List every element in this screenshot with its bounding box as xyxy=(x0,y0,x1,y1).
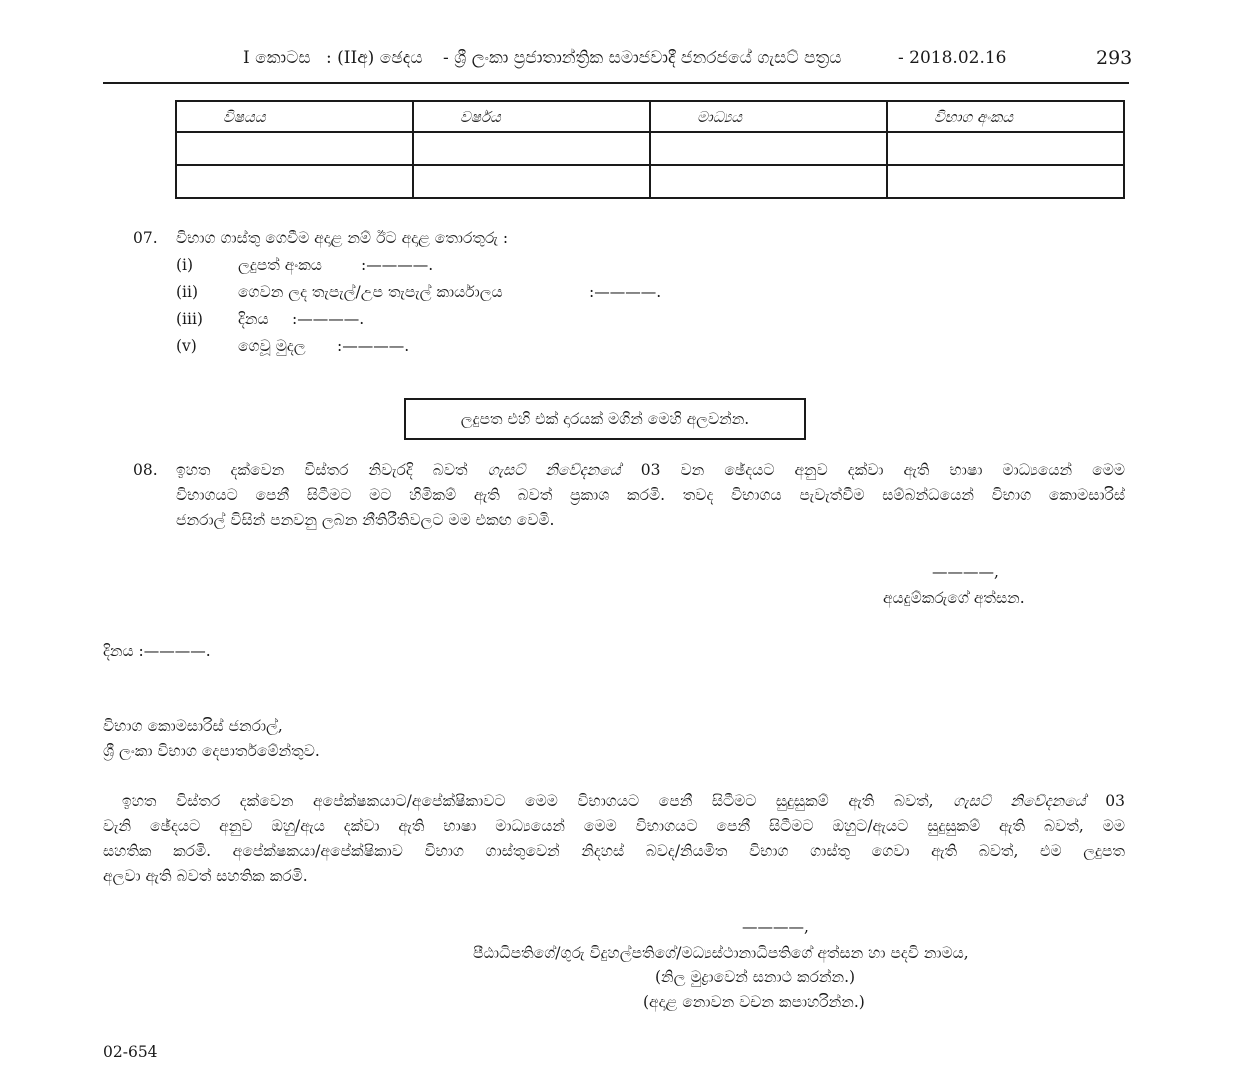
table-row xyxy=(176,132,1124,165)
item-blank[interactable]: :————. xyxy=(361,256,434,274)
item-marker: (v) xyxy=(176,337,197,355)
item-label-post-office: ගෙවන ලද තැපැල්/උප තැපැල් කාර්යාලය xyxy=(238,283,503,301)
table-cell[interactable] xyxy=(176,132,413,165)
header-date: - 2018.02.16 xyxy=(898,48,1007,68)
column-header-subject: විෂයය xyxy=(176,101,413,132)
table-cell[interactable] xyxy=(887,165,1124,198)
certification-line: ඉහත විස්තර දක්වෙන අපේක්ෂකයාට/අපේක්ෂිකාවට මෙම විභාගයට පෙනී සිටීමට සුදුසුකම් ඇති බවත්, ගැසට් නිවේදනයේ 03 xyxy=(122,792,1125,810)
column-header-exam-number: විභාග අංකය xyxy=(887,101,1124,132)
table-header-row xyxy=(176,101,1124,132)
item-blank[interactable]: :————. xyxy=(337,337,410,355)
strike-out-note: (අදාළ නොවන වචන කපාහරින්න.) xyxy=(643,993,865,1011)
header-part: I කොටස xyxy=(243,48,311,68)
column-header-medium: මාධ්‍යය xyxy=(650,101,887,132)
receipt-box-text: ලදුපත එහි එක් දාරයක් මගින් මෙහි අලවන්න. xyxy=(460,409,750,428)
table-row xyxy=(176,165,1124,198)
item-label-date: දිනය xyxy=(238,310,269,328)
page-number: 293 xyxy=(1096,47,1133,69)
header-rule xyxy=(103,82,1129,84)
certification-line: වැනි ඡේදයට අනුව ඔහු/ඇය දක්වා ඇති භාෂා මාධ්‍යයෙන් මෙම විභාගයට පෙනී සිටීමට ඔහුට/ඇයට සුදුසුකම් ඇති බවත්, මම xyxy=(103,817,1125,835)
table-cell[interactable] xyxy=(887,132,1124,165)
certification-paragraph xyxy=(103,789,1125,889)
column-header-year: වර්ෂය xyxy=(413,101,650,132)
gazette-notice-italic: ගැසට් නිවේදනයේ xyxy=(487,461,621,479)
subject-table xyxy=(175,100,1125,199)
item-label-receipt-number: ලදුපත් අංකය xyxy=(238,256,322,274)
section-08-line: ඉහත දක්වෙන විස්තර නිවැරදි බවත් ගැසට් නිවේදනයේ 03 වන ඡේදයට අනුව දක්වා ඇති භාෂා මාධ්‍යයෙන් මෙම xyxy=(176,461,1125,479)
table-cell[interactable] xyxy=(176,165,413,198)
receipt-paste-box xyxy=(404,398,806,440)
section-08-number: 08. xyxy=(133,461,158,479)
section-07-number: 07. xyxy=(133,229,158,247)
principal-signature-line[interactable]: ————, xyxy=(742,918,809,936)
section-08-paragraph xyxy=(176,458,1125,533)
item-blank[interactable]: :————. xyxy=(292,310,365,328)
date-field[interactable]: දිනය :————. xyxy=(103,642,211,660)
certification-line: අලවා ඇති බවත් සහතික කරමි. xyxy=(103,867,308,885)
addressee-line-1: විභාග කොමසාරිස් ජනරාල්, xyxy=(103,717,283,735)
section-07-heading: විභාග ගාස්තු ගෙවීම අදාළ නම් ඊට අදාළ තොරතුරු : xyxy=(176,229,509,247)
table-cell[interactable] xyxy=(650,165,887,198)
addressee-line-2: ශ්‍රී ලංකා විභාග දෙපාර්තමේන්තුව. xyxy=(103,742,320,760)
section-08-line: ජනරාල් විසින් පනවනු ලබන නීතිරීතිවලට මම එකඟ වෙමි. xyxy=(176,511,555,529)
section-08-line: විභාගයට පෙනී සිටීමට මට හිමිකම් ඇති බවත් ප්‍රකාශ කරමි. තවද විභාගය පැවැත්වීම සම්බන්ධයෙන් විභාග කොමසාරිස් xyxy=(176,486,1125,504)
item-marker: (i) xyxy=(176,256,194,274)
item-blank[interactable]: :————. xyxy=(589,283,662,301)
applicant-signature-label: අයදුම්කරුගේ අත්සන. xyxy=(883,589,1025,607)
table-cell[interactable] xyxy=(413,165,650,198)
certification-line: සහතික කරමි. අපේක්ෂකයා/අපේක්ෂිකාව විභාග ගාස්තුවෙන් නිදහස් බවද/නියමිත විභාග ගාස්තු ගෙවා ඇති බවත්, එම ලදුපත xyxy=(103,842,1125,860)
gazette-notice-italic: ගැසට් නිවේදනයේ xyxy=(953,792,1086,810)
principal-signature-label: පීඨාධිපතිගේ/ගුරු විදුහල්පතිගේ/මධ්‍යස්ථානාධිපතිගේ අත්සන හා පදවි නාමය, xyxy=(473,944,969,962)
header-title: - ශ්‍රී ලංකා ප්‍රජාතාන්ත්‍රික සමාජවාදී ජනරජයේ ගැසට් පත්‍රය xyxy=(443,48,842,68)
table-cell[interactable] xyxy=(413,132,650,165)
header-section: : (IIඅ) ඡෙදය xyxy=(326,48,423,68)
item-marker: (iii) xyxy=(176,310,203,328)
footer-code: 02-654 xyxy=(103,1043,158,1061)
official-seal-note: (නිල මුද්‍රාවෙන් සනාථ කරන්න.) xyxy=(655,968,856,986)
table-cell[interactable] xyxy=(650,132,887,165)
item-label-amount: ගෙවූ මුදල xyxy=(238,337,306,355)
applicant-signature-line[interactable]: ————, xyxy=(932,563,999,581)
item-marker: (ii) xyxy=(176,283,199,301)
